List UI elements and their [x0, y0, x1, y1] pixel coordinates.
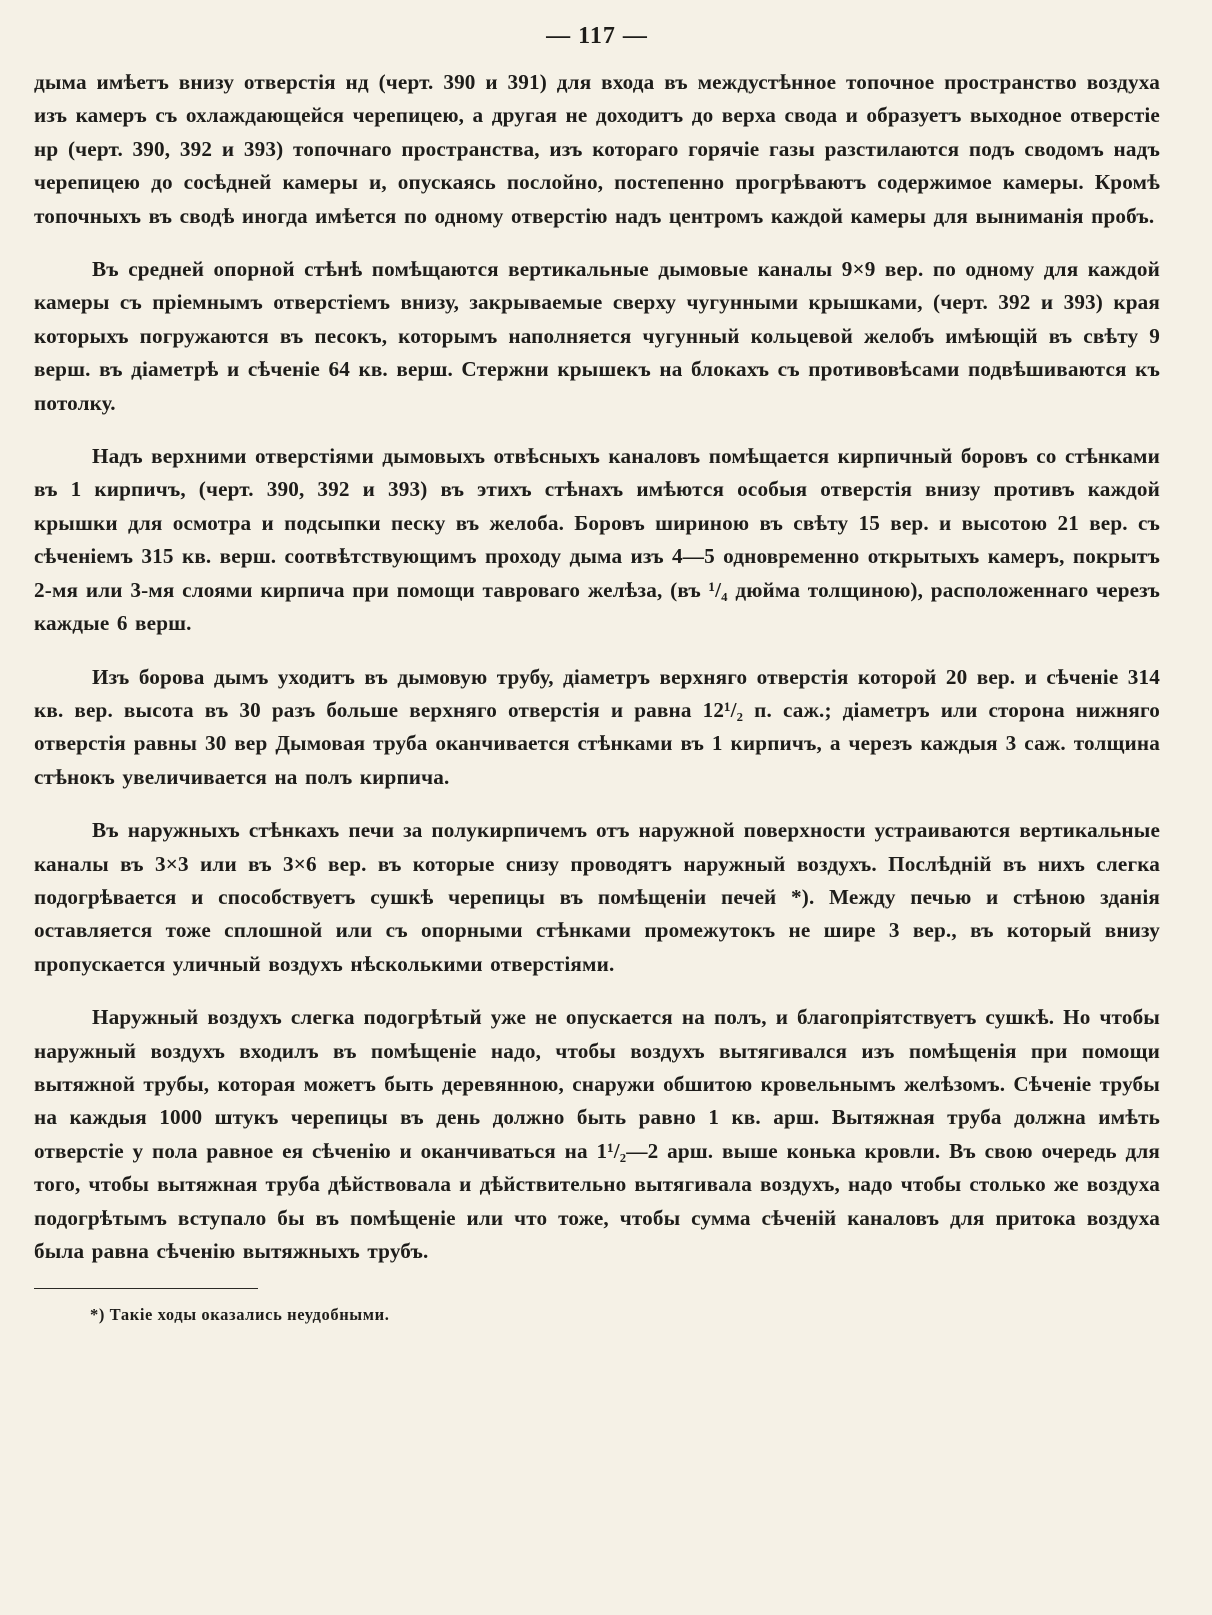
- paragraph-3: Надъ верхними отверстіями дымовыхъ отвѣсныхъ каналовъ помѣщается кирпичный боровъ со стѣнками въ 1 кирпичъ, (черт. 390, 392 и 393) въ этихъ стѣнахъ имѣются особыя отверстія внизу противъ каждой крышки для осмотра и подсыпки песку въ желоба. Боровъ шириною въ свѣту 15 вер. и высотою 21 вер. съ сѣченіемъ 315 кв. верш. соотвѣтствующимъ проходу дыма изъ 4—5 одновременно открытыхъ камеръ, покрытъ 2-мя или 3-мя слоями кирпича при помощи тавроваго желѣза, (въ ¹/₄ дюйма толщиною), расположеннаго черезъ каждые 6 верш.: [34, 444, 1160, 636]
- footnote-divider: [34, 1288, 258, 1289]
- paragraph-2: Въ средней опорной стѣнѣ помѣщаются вертикальные дымовые каналы 9×9 вер. по одному для каждой камеры съ пріемнымъ отверстіемъ внизу, закрываемые сверху чугунными крышками, (черт. 392 и 393) края которыхъ погружаются въ песокъ, которымъ наполняется чугунный кольцевой желобъ имѣющій въ свѣту 9 верш. въ діаметрѣ и сѣченіе 64 кв. верш. Стержни крышекъ на блокахъ съ противовѣсами подвѣшиваются къ потолку.: [34, 257, 1160, 415]
- paragraph-5: Въ наружныхъ стѣнкахъ печи за полукирпичемъ отъ наружной поверхности устраиваются вертикальные каналы въ 3×3 или въ 3×6 вер. въ которые снизу проводятъ наружный воздухъ. Послѣдній въ нихъ слегка подогрѣвается и способствуетъ сушкѣ черепицы въ помѣщеніи печей *). Между печью и стѣною зданія оставляется тоже сплошной или съ опорными стѣнками промежутокъ не шире 3 вер., въ который внизу пропускается уличный воздухъ нѣсколькими отверстіями.: [34, 818, 1160, 976]
- footnote: *) Такіе ходы оказались неудобными.: [90, 1305, 390, 1325]
- paragraph-6: Наружный воздухъ слегка подогрѣтый уже не опускается на полъ, и благопріятствуетъ сушкѣ. Но чтобы наружный воздухъ входилъ въ помѣщеніе надо, чтобы воздухъ вытягивался изъ помѣщенія при помощи вытяжной трубы, которая можетъ быть деревянною, снаружи обшитою кровельнымъ желѣзомъ. Сѣченіе трубы на каждыя 1000 штукъ черепицы въ день должно быть равно 1 кв. арш. Вытяжная труба должна имѣть отверстіе у пола равное ея сѣченію и оканчиваться на 1¹/₂—2 арш. выше конька кровли. Въ свою очередь для того, чтобы вытяжная труба дѣйствовала и дѣйствительно вытягивала воздухъ, надо чтобы столько же воздуха подогрѣтымъ вступало бы въ помѣщеніе или что тоже, чтобы сумма сѣченій каналовъ для притока воздуха была равна сѣченію вытяжныхъ трубъ.: [34, 1005, 1160, 1263]
- paragraph-4: Изъ борова дымъ уходитъ въ дымовую трубу, діаметръ верхняго отверстія которой 20 вер. и сѣченіе 314 кв. вер. высота въ 30 разъ больше верхняго отверстія и равна 12¹/₂ п. саж.; діаметръ или сторона нижняго отверстія равны 30 вер Дымовая труба оканчивается стѣнками въ 1 кирпичъ, а черезъ каждыя 3 саж. толщина стѣнокъ увеличивается на полъ кирпича.: [34, 664, 1160, 789]
- page-number: — 117 —: [546, 23, 648, 49]
- paragraph-1: дыма имѣетъ внизу отверстія нд (черт. 390 и 391) для входа въ междустѣнное топочное пространство воздуха изъ камеръ съ охлаждающейся черепицею, а другая не доходитъ до верха свода и образуетъ выходное отверстіе нр (черт. 390, 392 и 393) топочнаго пространства, изъ котораго горячіе газы разстилаются подъ сводомъ надъ черепицею до сосѣдней камеры и, опускаясь послойно, постепенно прогрѣваютъ содержимое камеры. Кромѣ топочныхъ въ сводѣ иногда имѣется по одному отверстію надъ центромъ каждой камеры для выниманія пробъ.: [34, 70, 1160, 228]
